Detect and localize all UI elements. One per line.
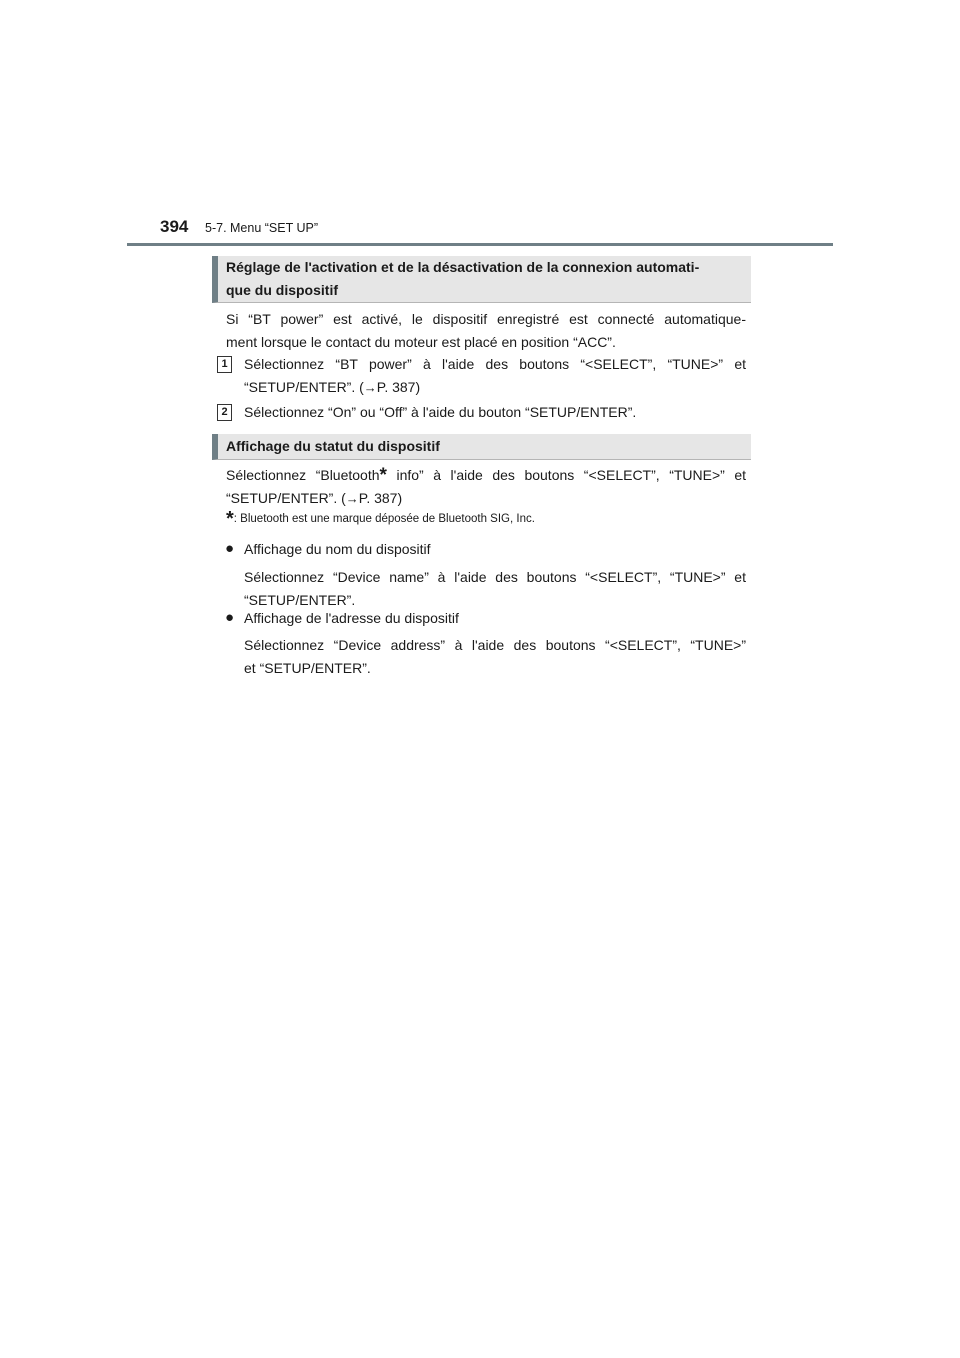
footnote-marker: *: [379, 465, 387, 486]
device-status-intro: [226, 464, 746, 510]
step-1-line-2: “SETUP/ENTER”. (→P. 387): [244, 379, 421, 395]
footnote-star: *: [226, 508, 234, 530]
footnote-text: : Bluetooth est une marque déposée de Bluetooth SIG, Inc.: [233, 513, 535, 525]
bullet-icon: ●: [225, 609, 235, 626]
bullet-title: Affichage du nom du dispositif: [244, 541, 431, 557]
intro-line-2: ment lorsque le contact du moteur est placé en position “ACC”.: [226, 334, 616, 350]
footnote: [226, 508, 535, 531]
bullet-body-line-2: et “SETUP/ENTER”.: [244, 660, 371, 676]
arrow-icon: →: [345, 491, 359, 506]
section-heading-auto-connect: [212, 256, 751, 303]
step-2-line-1: Sélectionnez “On” ou “Off” à l'aide du bouton “SETUP/ENTER”.: [244, 404, 637, 420]
heading-text: Affichage du statut du dispositif: [226, 438, 440, 454]
section-label: 5-7. Menu “SET UP”: [205, 221, 319, 235]
bullet-icon: ●: [225, 540, 235, 557]
page-number: 394: [160, 217, 189, 236]
bullet-body-line-1: Sélectionnez “Device address” à l'aide des boutons “<SELECT”, “TUNE>”: [244, 637, 746, 653]
bullet-title: Affichage de l'adresse du dispositif: [244, 610, 459, 626]
arrow-icon: →: [363, 380, 377, 395]
header-rule: [127, 243, 833, 246]
device-status-line-1: Sélectionnez “Bluetooth* info” à l'aide des boutons “<SELECT”, “TUNE>” et: [226, 465, 747, 486]
page-reference: P. 387): [376, 379, 421, 395]
step-1-text: [244, 353, 746, 399]
page-reference: P. 387): [358, 490, 403, 506]
section-heading-device-status: [212, 434, 751, 460]
step-number-2: 2: [217, 404, 232, 421]
heading-line-2: que du dispositif: [226, 282, 338, 298]
step-number-1: 1: [217, 356, 232, 373]
auto-connect-intro: [226, 308, 746, 354]
bullet-body-line-1: Sélectionnez “Device name” à l'aide des boutons “<SELECT”, “TUNE>” et: [244, 569, 746, 585]
bullet-device-address-body: [244, 634, 746, 680]
bullet-device-address: [244, 607, 746, 630]
step-1-line-1: Sélectionnez “BT power” à l'aide des boutons “<SELECT”, “TUNE>” et: [244, 356, 746, 372]
heading-line-1: Réglage de l'activation et de la désactivation de la connexion automati-: [226, 259, 700, 275]
intro-line-1: Si “BT power” est activé, le dispositif enregistré est connecté automatique-: [226, 311, 746, 327]
bullet-device-name: [244, 538, 746, 561]
bullet-body-line-2: “SETUP/ENTER”.: [244, 592, 356, 608]
device-status-line-2: “SETUP/ENTER”. (→P. 387): [226, 490, 403, 506]
bullet-device-name-body: [244, 566, 746, 612]
step-2-text: [244, 401, 746, 424]
